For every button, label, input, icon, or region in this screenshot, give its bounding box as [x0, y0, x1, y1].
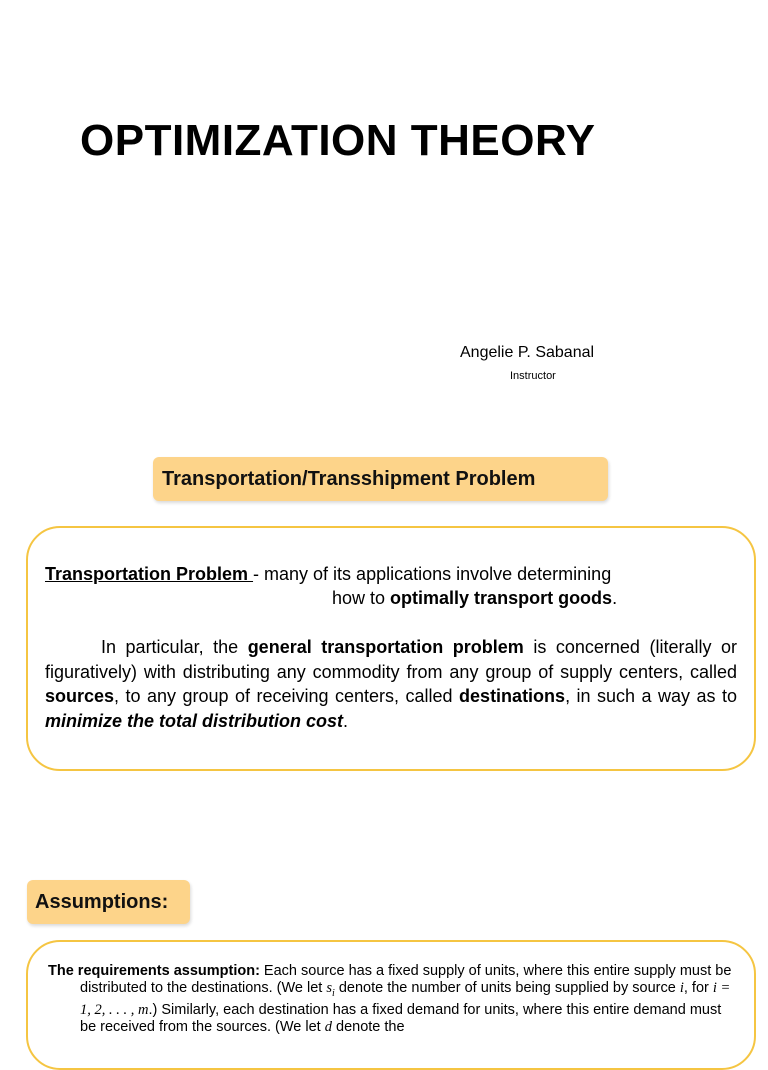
section-label-transportation: Transportation/Transshipment Problem	[153, 457, 608, 501]
req-math-i: i	[679, 980, 684, 996]
para-text-1: In particular, the	[101, 637, 248, 657]
para-text-5: .	[343, 710, 349, 731]
req-math-s: s	[326, 980, 333, 996]
definition-line-2	[332, 588, 617, 609]
author-role: Instructor	[510, 370, 556, 382]
definition-line2-post: .	[612, 588, 618, 608]
requirements-assumption	[48, 963, 736, 1036]
req-term: The requirements assumption:	[48, 963, 260, 979]
req-text-5: denote the	[331, 1018, 405, 1035]
req-math-d: d	[324, 1018, 332, 1035]
author-name: Angelie P. Sabanal	[460, 344, 595, 361]
definition-line2-pre: how to	[332, 588, 391, 608]
req-math-sub-i: i	[332, 987, 335, 999]
para-bold-italic: minimize the total distribution cost	[45, 710, 344, 731]
para-text-3: , to any group of receiving centers, called	[114, 686, 460, 706]
para-bold-2: sources	[45, 686, 115, 706]
transportation-paragraph	[45, 635, 737, 733]
section-label-assumptions: Assumptions:	[27, 880, 190, 924]
para-text-2: is concerned (literally or figuratively) with distributing any commodity from any group of supply centers, called	[45, 637, 738, 682]
req-text-3: , for	[683, 980, 713, 996]
req-text-2: denote the number of units being supplied by source	[334, 980, 680, 996]
definition-line2-bold: optimally transport goods	[390, 588, 613, 608]
para-bold-3: destinations	[459, 686, 566, 706]
page-title: OPTIMIZATION THEORY	[80, 116, 596, 165]
definition-text: - many of its applications involve determining	[253, 564, 612, 584]
req-text-4: .) Similarly, each destination has a fixed demand for units, where this entire demand must be received from the sources. (We let	[80, 1001, 722, 1035]
req-math-range: i = 1, 2, . . . , m	[80, 980, 731, 1018]
para-text-4: , in such a way as to	[565, 686, 737, 706]
req-text-1: Each source has a fixed supply of units, where this entire supply must be distributed to the destinations. (We let	[80, 963, 732, 996]
definition-term: Transportation Problem	[45, 564, 254, 584]
definition-line-1	[45, 564, 611, 585]
para-bold-1: general transportation problem	[247, 637, 524, 657]
